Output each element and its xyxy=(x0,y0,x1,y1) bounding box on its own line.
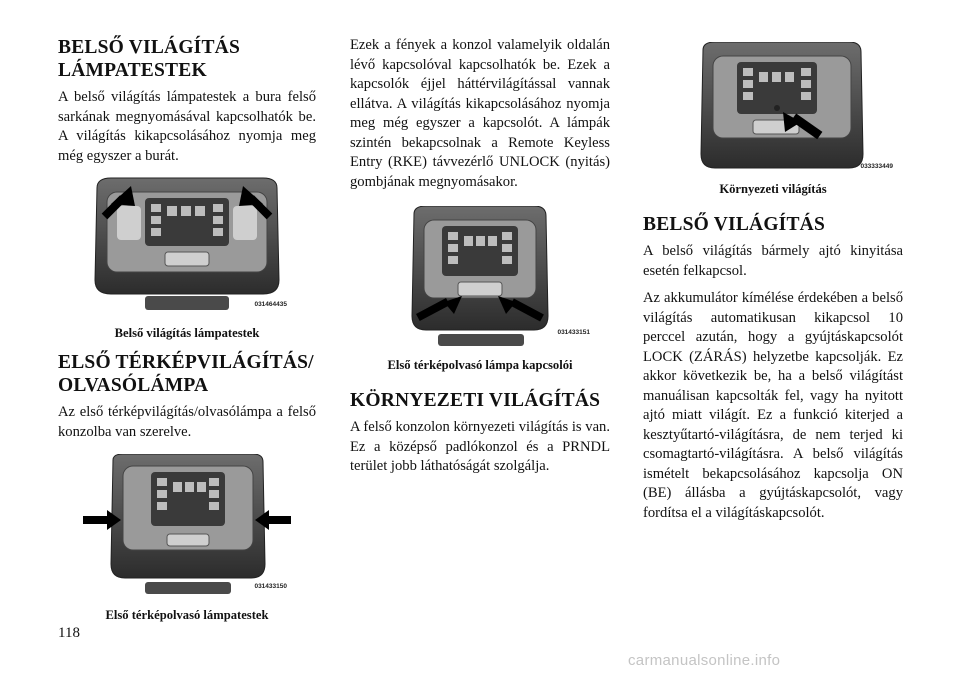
figure-interior-lamps xyxy=(83,176,291,322)
paragraph-map-lamp: Az első térképvilágítás/olvasólámpa a felső konzolba van szerelve. xyxy=(58,404,316,440)
figure-caption: Környezeti világítás xyxy=(719,182,827,196)
figure-caption: Első térképolvasó lámpatestek xyxy=(105,608,269,622)
paragraph-interior-light-2: Az akkumulátor kímélése érdekében a belső világítás automatikusan kikapcsol 10 perccel azután, hogy a gyújtáskapcsolót LOCK (ZÁRÁS) helyzetbe kapcsolják. Ez akkor következik be, ha a belső világítást manuálisan kapcsolták fel, vagy ha nyitott ajtó miatt világít. Ez a funkció kiterjed a kesztyűtartó-világításra, de nem terjed ki csomagtartó-világításra. A belső világítás ismételt bekapcsolásához kapcsolja ON (BE) állásba a gyújtáskapcsolót, vagy fordítsa el a világításkapcsolót. xyxy=(643,290,903,521)
overhead-console-illustration xyxy=(83,454,291,604)
figure-code: 031433151 xyxy=(557,329,590,336)
figure-code: 033333449 xyxy=(860,163,893,170)
figure-map-lamps xyxy=(83,454,291,604)
paragraph-map-lamp-switches: Ezek a fények a konzol valamelyik oldalán lévő kapcsolóval kapcsolhatók be. Ezek a kapcsolók éjjel háttérvilágítással vannak ellátva. A világítás kikapcsolásához nyomja meg még egyszer a kapcsolót. A lámpák szintén bekapcsolnak a Remote Keyless Entry (RKE) távvezérlő UNLOCK (nyitás) gombjának megnyomásakor. xyxy=(350,37,610,190)
paragraph-interior-light-1: A belső világítás bármely ajtó kinyitása esetén felkapcsol. xyxy=(643,243,903,279)
column-right xyxy=(643,36,903,531)
heading-map-lamp: ELSŐ TÉRKÉPVILÁGÍTÁS/ OLVASÓLÁMPA xyxy=(58,352,314,396)
figure-map-lamp-switches xyxy=(370,206,590,354)
page-number: 118 xyxy=(58,625,80,641)
figure-code: 031464435 xyxy=(254,301,287,308)
column-left xyxy=(58,36,316,633)
figure-caption: Belső világítás lámpatestek xyxy=(114,326,260,340)
paragraph-interior-lamps: A belső világítás lámpatestek a bura felső sarkának megnyomásával kapcsolhatók be. A világítás kikapcsolásához nyomja meg még egyszer a burát. xyxy=(58,89,316,164)
heading-ambient-light: KÖRNYEZETI VILÁGÍTÁS xyxy=(350,390,601,411)
paragraph-ambient-light: A felső konzolon környezeti világítás is van. Ez a középső padlókonzol és a PRNDL terület jobb láthatóságát szolgálja. xyxy=(350,419,610,474)
overhead-console-illustration xyxy=(651,42,895,186)
heading-interior-light: BELSŐ VILÁGÍTÁS xyxy=(643,214,826,235)
column-middle xyxy=(350,36,610,485)
heading-interior-lamps: BELSŐ VILÁGÍTÁS LÁMPATESTEK xyxy=(58,37,241,81)
watermark: carmanualsonline.info xyxy=(628,652,781,669)
figure-code: 031433150 xyxy=(254,583,287,590)
figure-ambient-light xyxy=(651,42,895,186)
figure-caption: Első térképolvasó lámpa kapcsolói xyxy=(387,358,573,372)
